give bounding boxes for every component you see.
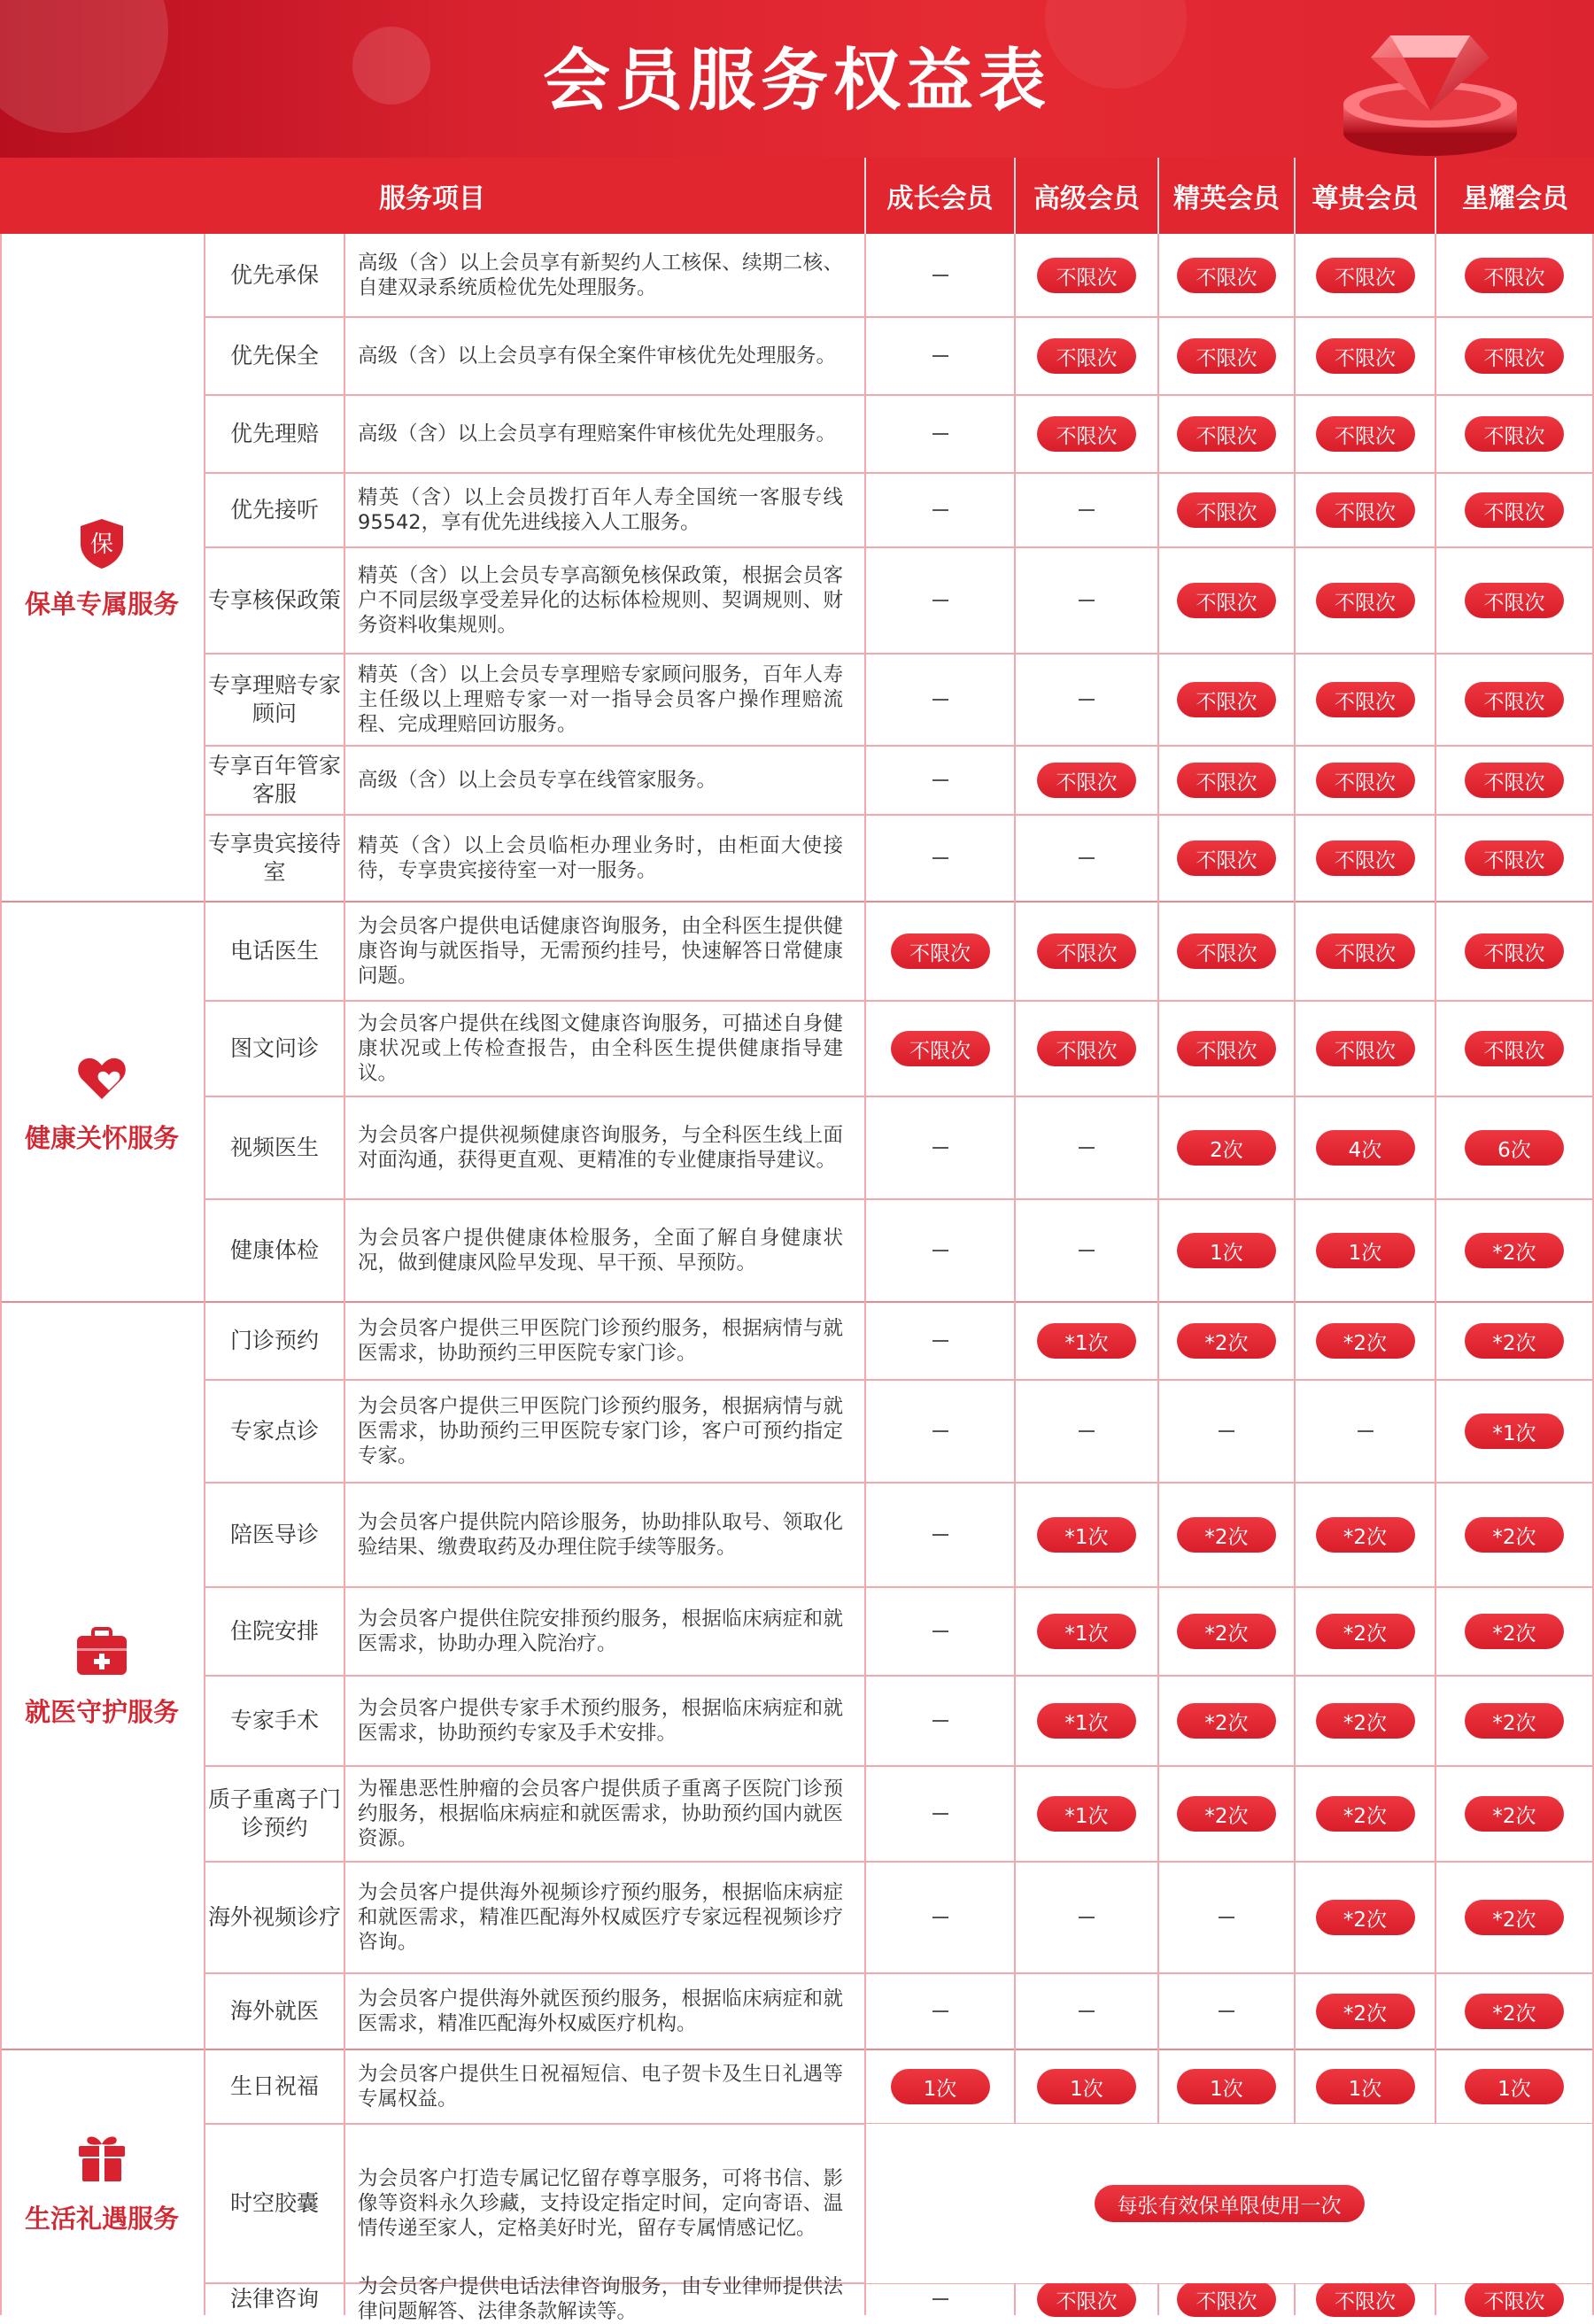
benefits-table [0,234,1594,2323]
not-available-dash [932,857,948,859]
benefit-badge: 1次 [1037,2069,1136,2104]
benefit-badge: *2次 [1316,1703,1415,1739]
benefit-cell [1159,317,1294,395]
service-name: 专家点诊 [229,1418,319,1444]
benefit-cell [1296,1766,1435,1862]
benefit-cell [866,1766,1014,1862]
benefit-badge: *2次 [1177,1703,1276,1739]
benefit-badge: *1次 [1037,1703,1136,1739]
benefit-cell [1436,902,1592,1001]
service-name: 健康体检 [229,1237,319,1263]
benefit-cell [1016,1973,1157,2049]
benefit-cell [1159,1302,1294,1380]
benefit-cell [1436,395,1592,473]
service-name: 优先理赔 [229,421,319,446]
benefit-badge: 不限次 [1465,258,1564,293]
benefit-cell [1016,473,1157,547]
service-description: 为会员客户提供电话健康咨询服务，由全科医生提供健康咨询与就医指导，无需预约挂号，快速解答日常健康问题。 [358,915,843,988]
benefit-cell [866,1862,1014,1973]
service-name: 优先接听 [229,497,319,523]
service-description: 高级（含）以上会员专享在线管家服务。 [358,769,717,792]
benefit-badge: 不限次 [1037,258,1136,293]
benefit-badge: *1次 [1037,1517,1136,1553]
service-description: 精英（含）以上会员拨打百年人寿全国统一客服专线95542，享有优先进线接入人工服务。 [358,486,843,534]
benefit-badge: *1次 [1037,1796,1136,1832]
service-name: 电话医生 [229,938,319,964]
benefit-badge: 不限次 [891,1031,990,1066]
header-service: 服务项目 [379,183,485,214]
benefit-cell [866,1199,1014,1302]
category-label: 就医守护服务 [24,1696,179,1727]
not-available-dash [1079,1250,1095,1251]
category-label: 生活礼遇服务 [24,2203,179,2234]
category-1 [0,234,204,902]
benefit-cell [1016,1199,1157,1302]
benefit-badge: *2次 [1465,1900,1564,1935]
benefit-cell [866,815,1014,902]
benefit-badge: *2次 [1177,1323,1276,1359]
not-available-dash [932,699,948,701]
benefit-cell [1296,1973,1435,2049]
benefit-cell [1016,1302,1157,1380]
benefit-cell [1436,547,1592,654]
benefit-cell [1296,1862,1435,1973]
service-description: 为会员客户提供海外就医预约服务，根据临床病症和就医需求，精准匹配海外权威医疗机构。 [358,1987,843,2035]
benefit-cell [1296,234,1435,317]
banner [0,0,1594,158]
benefit-badge: 1次 [1316,2069,1415,2104]
benefit-badge: 2次 [1177,1130,1276,1166]
benefit-cell [1436,1676,1592,1766]
not-available-dash [1079,699,1095,701]
benefit-cell [866,1380,1014,1483]
benefit-badge: 不限次 [1465,682,1564,717]
service-name: 生日祝福 [229,2073,319,2099]
benefit-badge: *2次 [1177,1614,1276,1649]
header-tier-senior: 高级会员 [1033,183,1140,214]
service-description: 为会员客户提供健康体检服务，全面了解自身健康状况，做到健康风险早发现、早干预、早预防。 [358,1227,843,1274]
not-available-dash [932,600,948,601]
benefit-cell [1296,1587,1435,1676]
benefit-cell [1436,1001,1592,1096]
benefit-cell [1016,1096,1157,1199]
benefit-badge: 不限次 [1465,338,1564,374]
benefit-cell [866,473,1014,547]
not-available-dash [932,2298,948,2300]
benefit-badge: 不限次 [1316,416,1415,452]
benefit-badge: 不限次 [891,933,990,969]
benefit-badge: 不限次 [1316,258,1415,293]
benefit-cell [1159,1096,1294,1199]
service-name: 时空胶囊 [229,2190,319,2216]
benefit-cell [1436,1302,1592,1380]
benefit-badge: 不限次 [1465,2281,1564,2317]
benefit-badge: *1次 [1037,1323,1136,1359]
service-description: 为会员客户提供专家手术预约服务，根据临床病症和就医需求，协助预约专家及手术安排。 [358,1697,843,1745]
benefit-cell [1016,1001,1157,1096]
service-name: 视频医生 [229,1135,319,1160]
service-name: 陪医导诊 [229,1522,319,1547]
benefit-cell [1159,1862,1294,1973]
benefit-cell [1016,317,1157,395]
service-description: 精英（含）以上会员专享高额免核保政策，根据会员客户不同层级享受差异化的达标体检规则、契调规则、财务资料收集规则。 [358,564,843,637]
benefit-cell [1296,654,1435,746]
service-name: 专享百年管家客服 [207,753,341,807]
service-description: 为会员客户提供院内陪诊服务，协助排队取号、领取化验结果、缴费取药及办理住院手续等服务。 [358,1511,843,1559]
benefit-cell [1296,902,1435,1001]
service-name: 专家手术 [229,1708,319,1733]
benefit-cell [1159,815,1294,902]
not-available-dash [932,1631,948,1632]
benefit-cell [1159,1587,1294,1676]
benefit-badge: 1次 [1316,1233,1415,1268]
not-available-dash [1079,509,1095,511]
benefit-cell [1436,746,1592,815]
benefit-badge: *2次 [1465,1796,1564,1832]
benefit-badge: 不限次 [1316,763,1415,798]
benefit-badge: *2次 [1316,1900,1415,1935]
benefit-badge: *1次 [1037,1614,1136,1649]
benefit-cell [1159,473,1294,547]
benefit-badge: 不限次 [1037,933,1136,969]
benefit-badge: 不限次 [1177,492,1276,528]
benefit-badge: 不限次 [1316,841,1415,876]
benefit-cell [1016,234,1157,317]
benefit-cell [1159,395,1294,473]
benefit-cell [866,317,1014,395]
benefit-cell [1159,746,1294,815]
not-available-dash [1219,1430,1234,1432]
benefit-badge: 不限次 [1177,682,1276,717]
benefit-cell [1016,547,1157,654]
benefit-badge: 不限次 [1316,338,1415,374]
benefit-badge: 不限次 [1037,338,1136,374]
service-description: 为会员客户提供在线图文健康咨询服务，可描述自身健康状况或上传检查报告，由全科医生提供健康指导建议。 [358,1012,843,1085]
not-available-dash [932,2010,948,2012]
benefit-badge: 不限次 [1465,492,1564,528]
benefit-cell [1296,2283,1435,2315]
benefit-cell [1436,1973,1592,2049]
heart-icon [74,1050,130,1110]
not-available-dash [1079,1917,1095,1918]
benefit-cell [1296,746,1435,815]
service-description: 为会员客户提供视频健康咨询服务，与全科医生线上面对面沟通，获得更直观、更精准的专业健康指导建议。 [358,1124,843,1172]
service-description: 高级（含）以上会员享有新契约人工核保、续期二核、自建双录系统质检优先处理服务。 [358,252,843,299]
service-description: 高级（含）以上会员享有保全案件审核优先处理服务。 [358,345,837,368]
benefit-cell [1159,1973,1294,2049]
benefit-cell [1159,1676,1294,1766]
benefit-cell [1436,1587,1592,1676]
page-title: 会员服务权益表 [543,41,1051,120]
benefit-badge: 不限次 [1177,763,1276,798]
benefit-cell [1016,1380,1157,1483]
header-tier-growth: 成长会员 [886,183,994,214]
service-description: 高级（含）以上会员享有理赔案件审核优先处理服务。 [358,422,837,445]
service-name: 质子重离子门诊预约 [207,1786,341,1840]
benefit-badge: 不限次 [1177,933,1276,969]
benefit-cell [1296,473,1435,547]
not-available-dash [932,433,948,435]
benefit-cell [866,234,1014,317]
not-available-dash [932,355,948,357]
benefit-cell [866,2283,1014,2315]
benefit-cell [866,1001,1014,1096]
benefit-cell [1436,1380,1592,1483]
benefit-badge: 不限次 [1177,841,1276,876]
benefit-badge: 不限次 [1177,258,1276,293]
benefit-cell [1296,1199,1435,1302]
category-3 [0,1302,204,2049]
service-description: 为会员客户提供海外视频诊疗预约服务，根据临床病症和就医需求，精准匹配海外权威医疗专家远程视频诊疗咨询。 [358,1881,843,1954]
benefit-cell [1296,1302,1435,1380]
not-available-dash [1079,600,1095,601]
benefit-badge: *2次 [1316,1614,1415,1649]
benefit-cell [1296,2049,1435,2124]
service-description: 为会员客户提供住院安排预约服务，根据临床病症和就医需求，协助办理入院治疗。 [358,1607,843,1655]
benefit-badge: 不限次 [1037,416,1136,452]
not-available-dash [932,1250,948,1251]
not-available-dash [1358,1430,1373,1432]
not-available-dash [932,1720,948,1722]
benefit-cell [1016,1483,1157,1587]
benefit-cell [1296,1096,1435,1199]
benefit-cell [1159,2283,1294,2315]
benefit-badge: 不限次 [1177,338,1276,374]
not-available-dash [1079,2010,1095,2012]
table-header [0,158,1594,234]
benefit-cell [1159,234,1294,317]
benefit-cell [866,2049,1014,2124]
benefit-cell [866,746,1014,815]
service-description: 为会员客户提供生日祝福短信、电子贺卡及生日礼遇等专属权益。 [358,2063,843,2111]
shield-icon [74,515,130,576]
not-available-dash [1079,857,1095,859]
benefit-badge: *2次 [1316,1994,1415,2029]
benefit-cell [1436,1096,1592,1199]
not-available-dash [932,275,948,276]
header-tier-star: 星耀会员 [1462,183,1568,214]
benefit-cell [1159,1483,1294,1587]
benefit-cell [1159,1380,1294,1483]
benefit-cell [1016,815,1157,902]
grid-vline [0,234,2,2315]
not-available-dash [932,1430,948,1432]
not-available-dash [932,1340,948,1342]
benefit-cell [1016,902,1157,1001]
benefit-cell [866,654,1014,746]
benefit-cell [1436,654,1592,746]
benefit-badge: 1次 [1465,2069,1564,2104]
benefit-cell [866,1587,1014,1676]
service-description: 为会员客户提供三甲医院门诊预约服务，根据病情与就医需求，协助预约三甲医院专家门诊。 [358,1317,843,1365]
benefit-badge: 不限次 [1465,1031,1564,1066]
not-available-dash [932,1917,948,1918]
not-available-dash [1219,1917,1234,1918]
service-description: 为会员客户提供三甲医院门诊预约服务，根据病情与就医需求，协助预约三甲医院专家门诊，客户可预约指定专家。 [358,1395,843,1468]
benefit-badge: 不限次 [1316,682,1415,717]
benefit-cell [1016,1676,1157,1766]
service-name: 专享贵宾接待室 [207,831,341,885]
benefit-badge: *2次 [1316,1323,1415,1359]
benefit-cell [1296,317,1435,395]
benefit-badge: 不限次 [1316,492,1415,528]
benefit-badge: 不限次 [1465,583,1564,618]
benefit-badge: 不限次 [1316,2281,1415,2317]
category-4 [0,2049,204,2315]
benefit-badge: *2次 [1316,1517,1415,1553]
benefit-cell [1016,395,1157,473]
benefit-badge: 不限次 [1037,763,1136,798]
benefit-badge: 每张有效保单限使用一次 [1095,2185,1365,2222]
benefit-badge: 不限次 [1465,416,1564,452]
benefit-cell [1296,547,1435,654]
service-description: 为罹患恶性肿瘤的会员客户提供质子重离子医院门诊预约服务，根据临床病症和就医需求，协助预约国内就医资源。 [358,1778,843,1850]
benefit-badge: *2次 [1465,1517,1564,1553]
ruby-gem-icon [1337,9,1523,158]
benefit-badge: 不限次 [1037,2281,1136,2317]
benefit-cell [1296,815,1435,902]
not-available-dash [1079,1147,1095,1149]
benefit-cell [866,1973,1014,2049]
benefit-badge: 不限次 [1177,583,1276,618]
benefit-badge: 不限次 [1177,2281,1276,2317]
service-description: 精英（含）以上会员专享理赔专家顾问服务，百年人寿主任级以上理赔专家一对一指导会员客户操作理赔流程、完成理赔回访服务。 [358,663,843,736]
benefit-badge: 1次 [1177,1233,1276,1268]
benefit-cell [1436,234,1592,317]
benefit-cell [1296,395,1435,473]
benefit-badge: *2次 [1465,1703,1564,1739]
benefit-badge: 不限次 [1316,583,1415,618]
benefit-cell [1436,1483,1592,1587]
benefit-badge: 不限次 [1465,933,1564,969]
service-name: 专享理赔专家顾问 [207,672,341,726]
benefit-badge: 不限次 [1037,1031,1136,1066]
benefit-cell [866,547,1014,654]
header-tier-elite: 精英会员 [1173,183,1280,214]
benefit-cell [1016,654,1157,746]
benefit-cell [1159,1001,1294,1096]
benefit-cell [1016,746,1157,815]
benefit-badge: *2次 [1465,1233,1564,1268]
benefit-cell [1436,317,1592,395]
service-name: 门诊预约 [229,1328,319,1353]
service-name: 法律咨询 [229,2286,319,2312]
service-name: 专享核保政策 [207,587,341,613]
benefit-badge: *2次 [1465,1614,1564,1649]
service-description: 精英（含）以上会员临柜办理业务时，由柜面大使接待，专享贵宾接待室一对一服务。 [358,834,843,882]
header-tier-noble: 尊贵会员 [1312,183,1419,214]
benefit-cell [1436,1199,1592,1302]
not-available-dash [1219,2010,1234,2012]
category-2 [0,902,204,1302]
not-available-dash [932,509,948,511]
category-label: 健康关怀服务 [24,1122,179,1153]
benefit-cell [1436,2049,1592,2124]
benefit-cell [1436,815,1592,902]
benefit-cell [1159,2049,1294,2124]
benefit-cell [1296,1676,1435,1766]
merged-benefit-cell [866,2124,1592,2283]
benefit-cell [1436,1862,1592,1973]
not-available-dash [932,1813,948,1815]
service-name: 图文问诊 [229,1035,319,1061]
benefit-cell [866,902,1014,1001]
benefit-badge: *2次 [1177,1517,1276,1553]
benefit-badge: 不限次 [1316,933,1415,969]
benefit-cell [1016,1766,1157,1862]
benefit-badge: 不限次 [1316,1031,1415,1066]
benefit-cell [1436,473,1592,547]
benefit-badge: 不限次 [1465,841,1564,876]
benefit-badge: 不限次 [1177,416,1276,452]
benefit-badge: *1次 [1465,1414,1564,1449]
service-name: 优先保全 [229,343,319,368]
service-name: 住院安排 [229,1618,319,1644]
benefit-cell [1296,1001,1435,1096]
benefit-cell [1159,654,1294,746]
medical-kit-icon [74,1623,130,1684]
service-name: 优先承保 [229,262,319,288]
benefit-cell [1159,902,1294,1001]
benefit-badge: *2次 [1465,1323,1564,1359]
benefit-badge: *2次 [1465,1994,1564,2029]
category-label: 保单专属服务 [24,588,179,619]
service-description: 为会员客户提供电话法律咨询服务，由专业律师提供法律问题解答、法律条款解读等。 [358,2275,843,2323]
benefit-cell [866,1676,1014,1766]
benefit-badge: *2次 [1316,1796,1415,1832]
benefit-badge: 不限次 [1177,1031,1276,1066]
benefit-cell [1159,1199,1294,1302]
benefit-cell [1159,547,1294,654]
svg-text:保: 保 [89,531,114,558]
benefit-cell [1296,1380,1435,1483]
benefit-badge: 6次 [1465,1130,1564,1166]
not-available-dash [932,1147,948,1149]
service-name: 海外就医 [229,1998,319,2024]
benefit-cell [1159,1766,1294,1862]
not-available-dash [932,779,948,781]
gift-icon [74,2130,130,2190]
benefit-cell [1016,1587,1157,1676]
benefit-badge: 1次 [891,2069,990,2104]
benefit-badge: 1次 [1177,2069,1276,2104]
benefit-badge: 不限次 [1465,763,1564,798]
benefit-badge: 4次 [1316,1130,1415,1166]
benefit-cell [866,1096,1014,1199]
service-description: 为会员客户打造专属记忆留存尊享服务，可将书信、影像等资料永久珍藏，支持设定指定时间，定向寄语、温情传递至家人，定格美好时光，留存专属情感记忆。 [358,2167,843,2240]
benefit-cell [1296,1483,1435,1587]
benefit-cell [1436,1766,1592,1862]
benefit-cell [866,1483,1014,1587]
benefit-cell [866,1302,1014,1380]
not-available-dash [932,1534,948,1536]
benefit-cell [1016,2049,1157,2124]
service-name: 海外视频诊疗 [207,1904,341,1930]
benefit-badge: *2次 [1177,1796,1276,1832]
benefit-cell [866,395,1014,473]
benefit-cell [1016,1862,1157,1973]
not-available-dash [1079,1430,1095,1432]
benefit-cell [1436,2283,1592,2315]
benefit-cell [1016,2283,1157,2315]
